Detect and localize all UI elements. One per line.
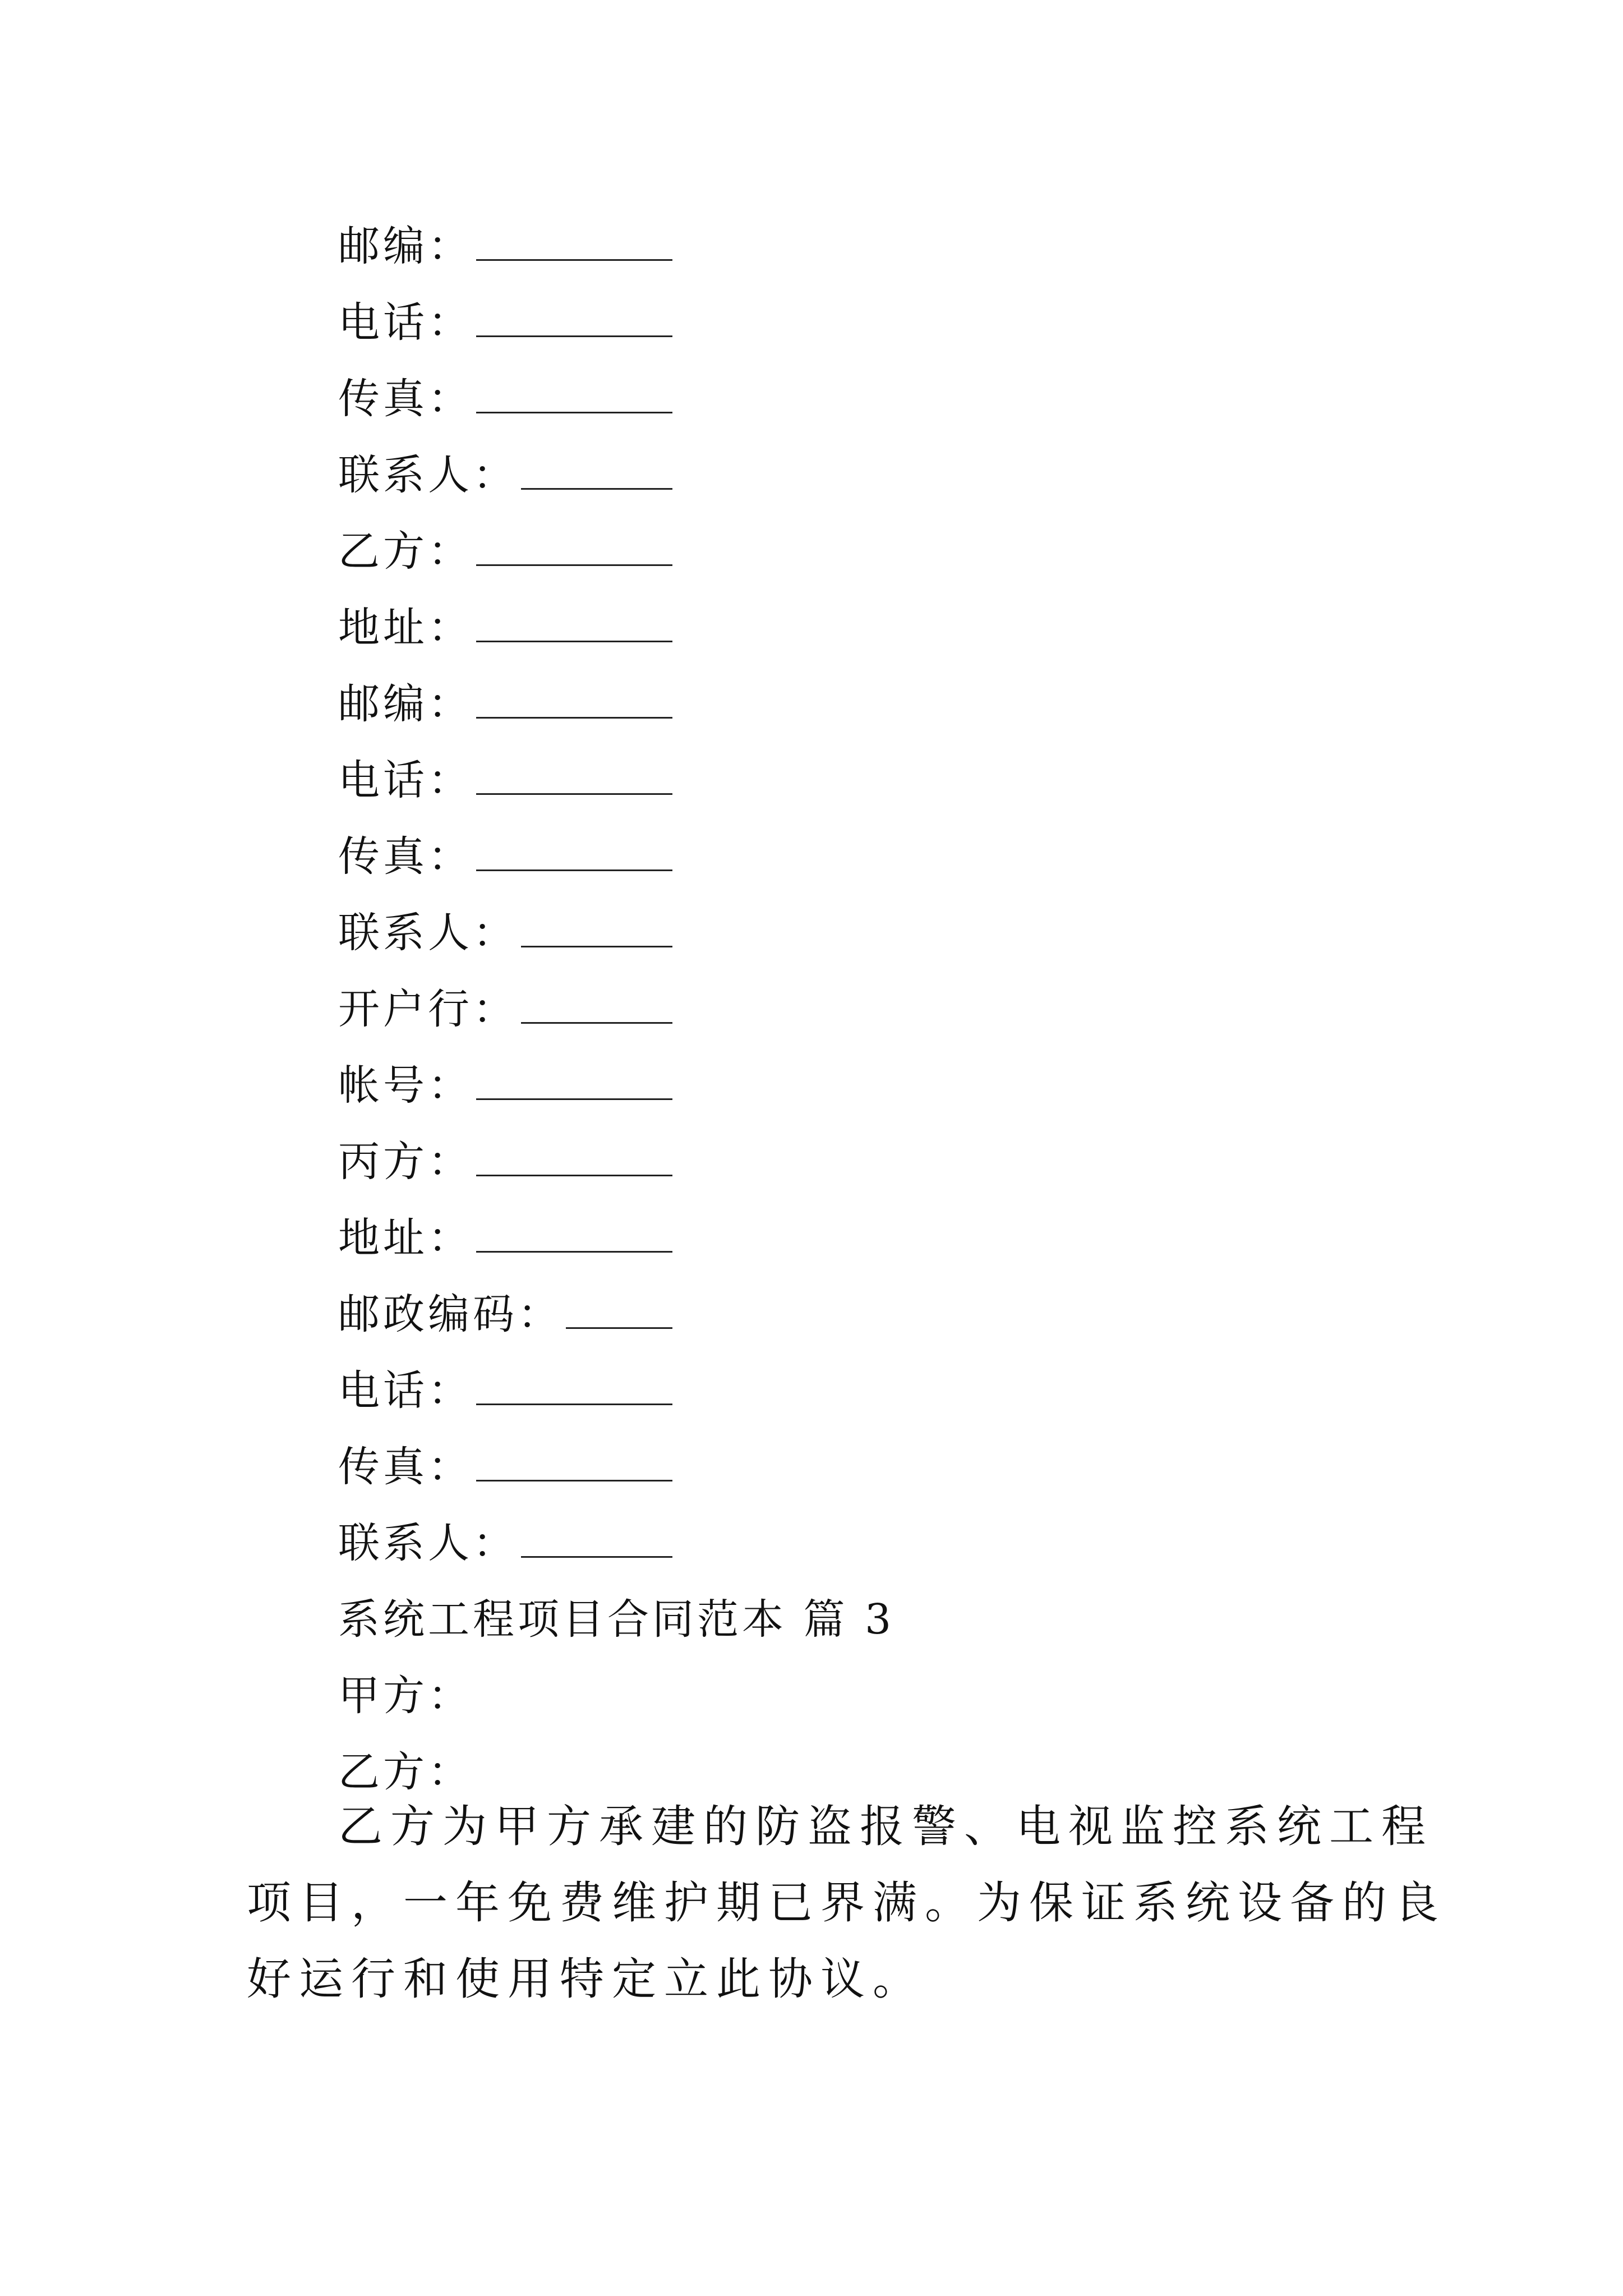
field-row-address-2 <box>338 1204 672 1266</box>
blank-line <box>476 1446 672 1481</box>
field-row-postcode-1 <box>338 212 672 274</box>
field-label: 电话： <box>338 298 473 347</box>
field-label: 电话： <box>338 756 473 804</box>
field-row-party-b <box>338 517 672 579</box>
blank-line <box>476 607 672 642</box>
field-label: 邮编： <box>338 680 473 728</box>
blank-line <box>476 226 672 261</box>
field-row-party-c <box>338 1128 672 1189</box>
blank-line <box>521 1522 672 1558</box>
section-title: 系统工程项目合同范本 篇 3 <box>338 1595 895 1644</box>
field-label: 地址： <box>338 1214 473 1262</box>
field-label: 传真： <box>338 1443 473 1491</box>
field-row-contact-2 <box>338 899 672 960</box>
field-label: 联系人： <box>338 451 518 499</box>
field-row-bank <box>338 975 672 1037</box>
field-row-fax-2 <box>338 822 672 884</box>
field-label: 传真： <box>338 375 473 423</box>
party-a-line: 甲方： <box>338 1672 473 1720</box>
field-row-postcode-2 <box>338 670 672 731</box>
field-row-fax-1 <box>338 365 672 426</box>
blank-line <box>521 912 672 947</box>
field-label: 联系人： <box>338 1519 518 1567</box>
party-b-line: 乙方： <box>338 1748 473 1796</box>
field-label: 电话： <box>338 1366 473 1415</box>
field-row-phone-3 <box>338 1356 672 1418</box>
blank-line <box>521 454 672 490</box>
field-label: 邮政编码： <box>338 1290 562 1338</box>
field-label: 开户行： <box>338 985 518 1033</box>
field-label: 地址： <box>338 604 473 652</box>
blank-line <box>521 988 672 1024</box>
agreement-paragraph: 乙方为甲方承建的防盗报警、电视监控系统工程项目，一年免费维护期已界满。为保证系统设备的良好运行和使用特定立此协议。 <box>247 1801 1446 2005</box>
field-label: 联系人： <box>338 909 518 957</box>
blank-line <box>476 531 672 566</box>
blank-line <box>476 836 672 871</box>
field-row-address-1 <box>338 593 672 655</box>
blank-line <box>566 1294 672 1329</box>
blank-line <box>476 1065 672 1100</box>
blank-line <box>476 378 672 413</box>
field-row-contact-1 <box>338 441 672 503</box>
field-row-phone-1 <box>338 288 672 350</box>
field-label: 丙方： <box>338 1138 473 1186</box>
field-label: 帐号： <box>338 1061 473 1110</box>
field-row-contact-3 <box>338 1509 672 1571</box>
field-label: 邮编： <box>338 222 473 270</box>
field-label: 传真： <box>338 832 473 881</box>
blank-line <box>476 1217 672 1253</box>
blank-line <box>476 302 672 337</box>
field-row-account <box>338 1051 672 1113</box>
field-label: 乙方： <box>338 527 473 576</box>
field-row-fax-3 <box>338 1433 672 1494</box>
field-row-phone-2 <box>338 746 672 808</box>
field-row-postal-code <box>338 1280 672 1342</box>
blank-line <box>476 1370 672 1405</box>
blank-line <box>476 683 672 719</box>
blank-line <box>476 760 672 795</box>
blank-line <box>476 1141 672 1176</box>
